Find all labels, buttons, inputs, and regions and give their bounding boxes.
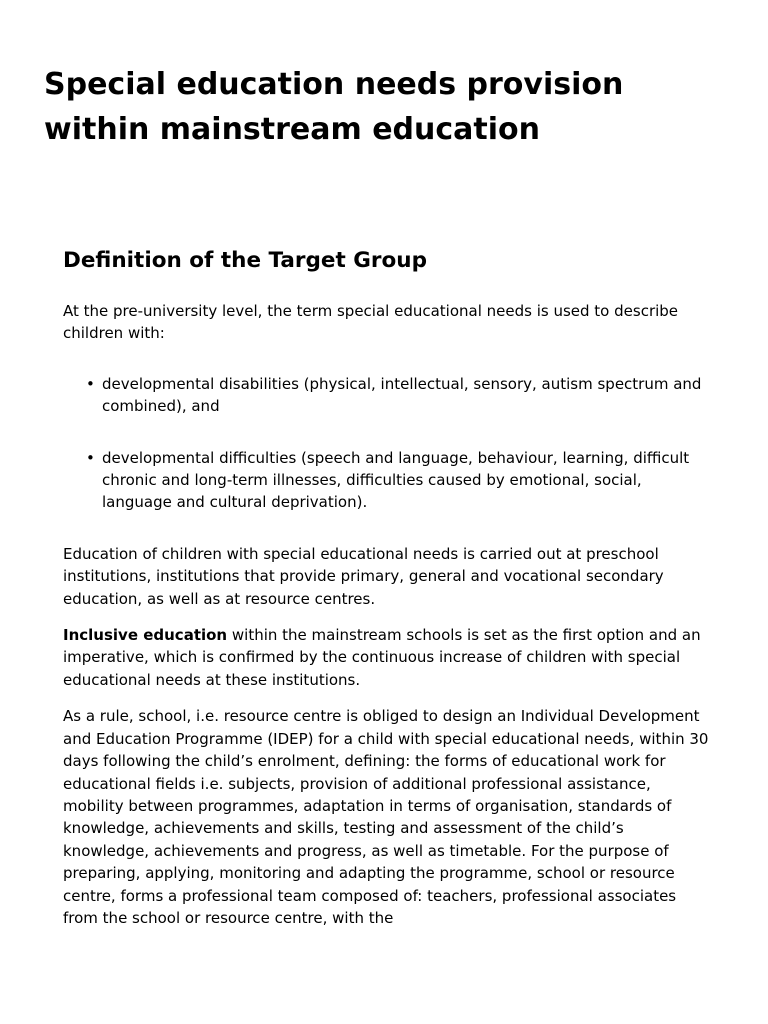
paragraph-text: within the mainstream schools is set as the first option and an imperative, which is confirmed by the continuous increase of children with special educational needs at these institutions. <box>63 626 701 689</box>
list-item <box>63 447 713 514</box>
list-item-text: developmental difficulties (speech and language, behaviour, learning, difficult chronic and long-term illnesses, difficulties caused by emotional, social, language and cultural deprivation). <box>102 448 690 512</box>
document-title: Special education needs provision within mainstream education <box>44 67 624 147</box>
idep-paragraph: As a rule, school, i.e. resource centre is obliged to design an Individual Development and Education Programme (IDEP) for a child with special educational needs, within 30 days following the child’s enrolment, defining: the forms of educational work for educational fields i.e. subjects, provision of additional professional assistance, mobility between programmes, adaptation in terms of organisation, standards of knowledge, achievements and skills, testing and assessment of the child’s knowledge, achievements and progress, as well as timetable. For the purpose of preparing, applying, monitoring and adapting the programme, school or resource centre, forms a professional team composed of: teachers, professional associates from the school or resource centre, with the <box>63 707 709 927</box>
bullet-icon: • <box>86 448 95 467</box>
bold-term: Inclusive education <box>63 626 228 645</box>
document-body <box>63 244 713 943</box>
list-item-text: developmental disabilities (physical, intellectual, sensory, autism spectrum and combined), and <box>102 374 702 416</box>
list-item <box>63 373 713 418</box>
body-paragraph: Education of children with special educational needs is carried out at preschool institutions, institutions that provide primary, general and vocational secondary education, as well as at resource centres. <box>63 544 664 608</box>
section-heading: Definition of the Target Group <box>63 248 427 273</box>
target-group-list <box>63 373 713 514</box>
intro-paragraph: At the pre-university level, the term special educational needs is used to describe children with: <box>63 302 679 343</box>
inclusive-education-paragraph <box>63 624 713 691</box>
bullet-icon: • <box>86 374 95 393</box>
